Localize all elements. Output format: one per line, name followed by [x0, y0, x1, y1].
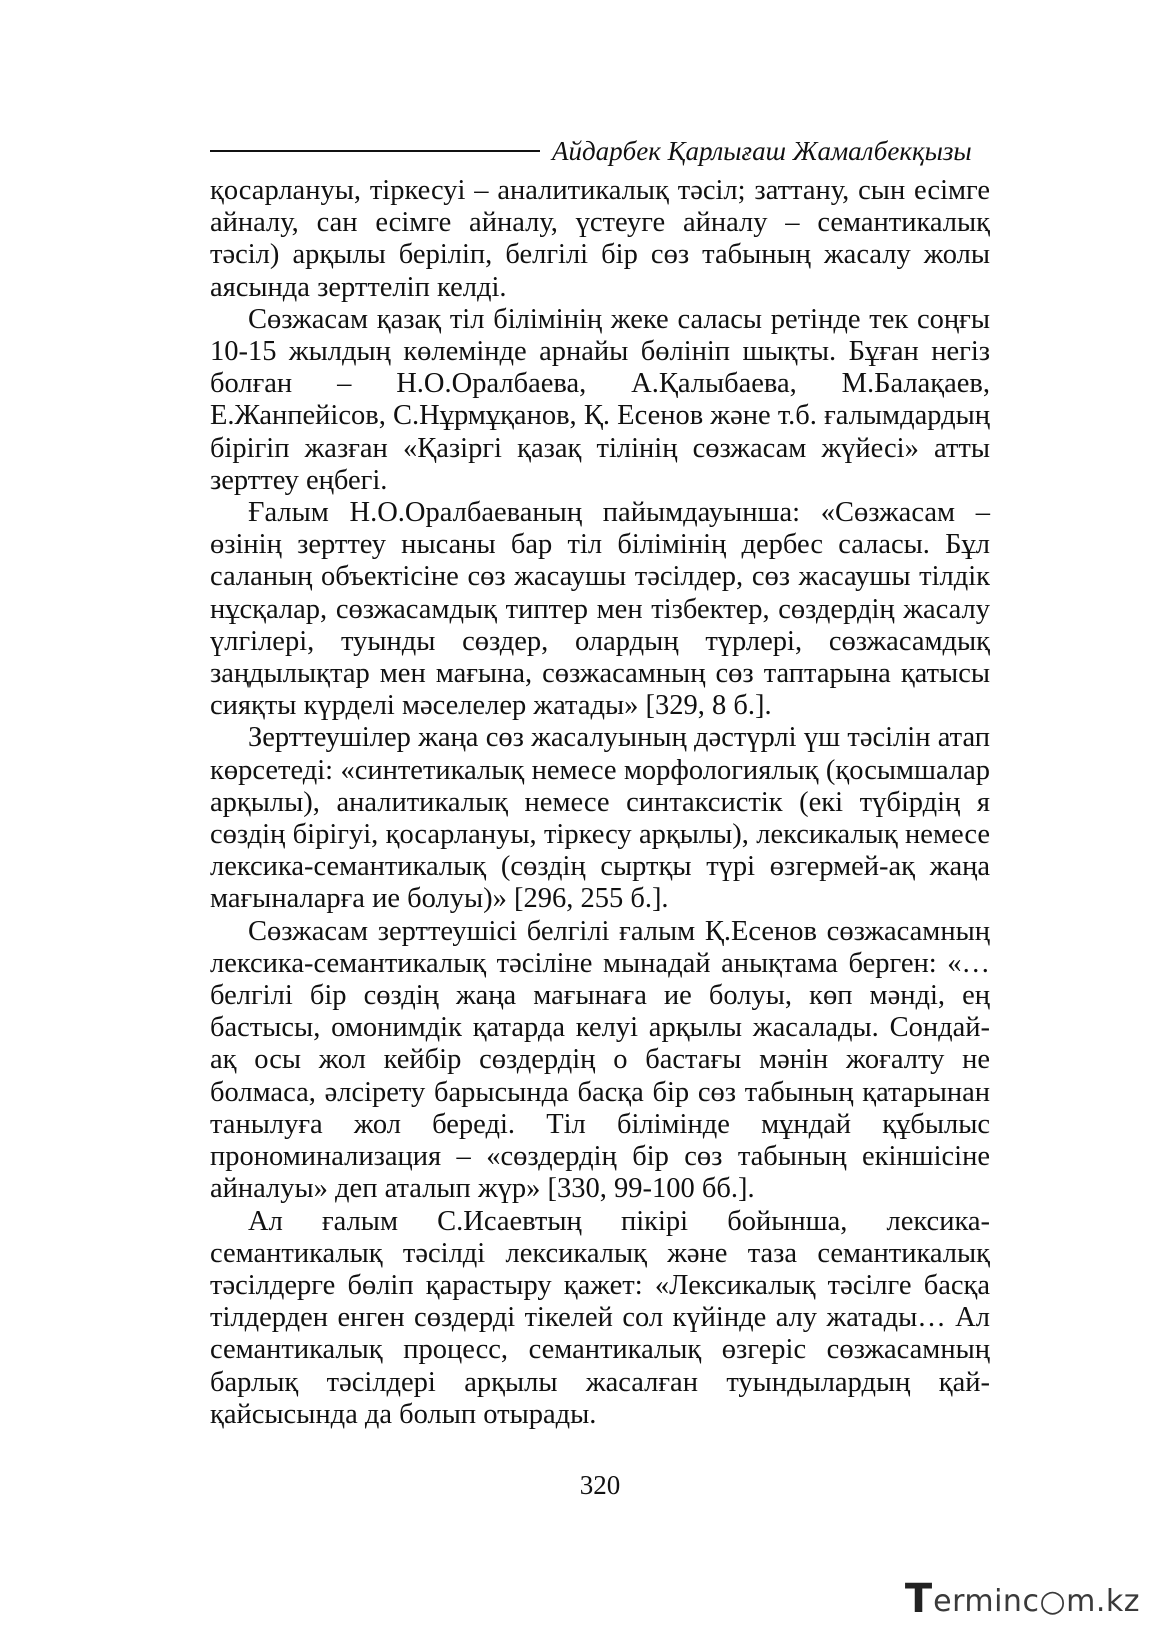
paragraph: Ғалым Н.О.Оралбаеваның пайымдауынша: «Сөзжасам – өзінің зерттеу нысаны бар тіл білімінің дербес саласы. Бұл саланың объектісіне сөз жасаушы тәсілдер, сөз жасаушы тілдік нұсқалар, сөзжасамдық типтер мен тізбектер, сөздердің жасалу үлгілері, туынды сөздер, олардың түрлері, сөзжасамдық заңдылықтар мен мағына, сөзжасамның сөз таптарына қатысы сияқты күрделі мәселелер жатады» [329, 8 б.].	[210, 497, 990, 722]
paragraph-continuation: қосарлануы, тіркесуі – аналитикалық тәсіл; заттану, сын есімге айналу, сан есімге айналу, үстеуге айналу – семантикалық тәсіл) арқылы беріліп, белгілі бір сөз табының жасалу жолы аясында зерттеліп келді.	[210, 175, 990, 303]
paragraph: Ал ғалым С.Исаевтың пікірі бойынша, лексика-семантикалық тәсілді лексикалық және таза семантикалық тәсілдерге бөліп қарастыру қажет: «Лексикалық тәсілге басқа тілдерден енген сөздерді тікелей сол күйінде алу жатады… Ал семантикалық процесс, семантикалық өзгеріс сөзжасамның барлық тәсілдері арқылы жасалған туындылардың қай-қайсысында да болып отырады.	[210, 1205, 990, 1430]
watermark-logo	[904, 1576, 1140, 1622]
watermark-logo-text: erminc○m.kz	[933, 1583, 1140, 1619]
page-number: 320	[579, 1470, 621, 1500]
paragraph: Сөзжасам зерттеушісі белгілі ғалым Қ.Есенов сөзжасамның лексика-семантикалық тәсіліне мынадай анықтама берген: «…белгілі бір сөздің жаңа мағынаға ие болуы, көп мәнді, ең бастысы, омонимдік қатарда келуі арқылы жасалады. Сондай-ақ осы жол кейбір сөздердің о бастағы мәнін жоғалту не болмаса, әлсірету барысында басқа бір сөз табының қатарынан танылуға жол береді. Тіл білімінде мұндай құбылыс прономинализация – «сөздердің бір сөз табының екіншісіне айналуы» деп аталып жүр» [330, 99-100 бб.].	[210, 915, 990, 1205]
watermark-logo-letter: T	[904, 1576, 933, 1622]
paragraph: Сөзжасам қазақ тіл білімінің жеке саласы ретінде тек соңғы 10-15 жылдың көлемінде арнайы бөлініп шықты. Бұған негіз болған – Н.О.Оралбаева, А.Қалыбаева, М.Балақаев, Е.Жанпейісов, С.Нұрмұқанов, Қ. Есенов және т.б. ғалымдардың бірігіп жазған «Қазіргі қазақ тілінің сөзжасам жүйесі» атты зерттеу еңбегі.	[210, 303, 990, 496]
running-header-title: Айдарбек Қарлығаш Жамалбекқызы	[552, 135, 972, 166]
header-rule	[210, 150, 540, 152]
page-body	[210, 175, 990, 1431]
paragraph: Зерттеушілер жаңа сөз жасалуының дәстүрлі үш тәсілін атап көрсетеді: «синтетикалық немесе морфологиялық (қосымшалар арқылы), аналитикалық немесе синтаксистік (екі түбірдің я сөздің бірігуі, қосарлануы, тіркесу арқылы), лексикалық немесе лексика-семантикалық (сөздің сыртқы түрі өзгермей-ақ жаңа мағыналарға ие болуы)» [296, 255 б.].	[210, 722, 990, 915]
running-header	[210, 131, 990, 171]
